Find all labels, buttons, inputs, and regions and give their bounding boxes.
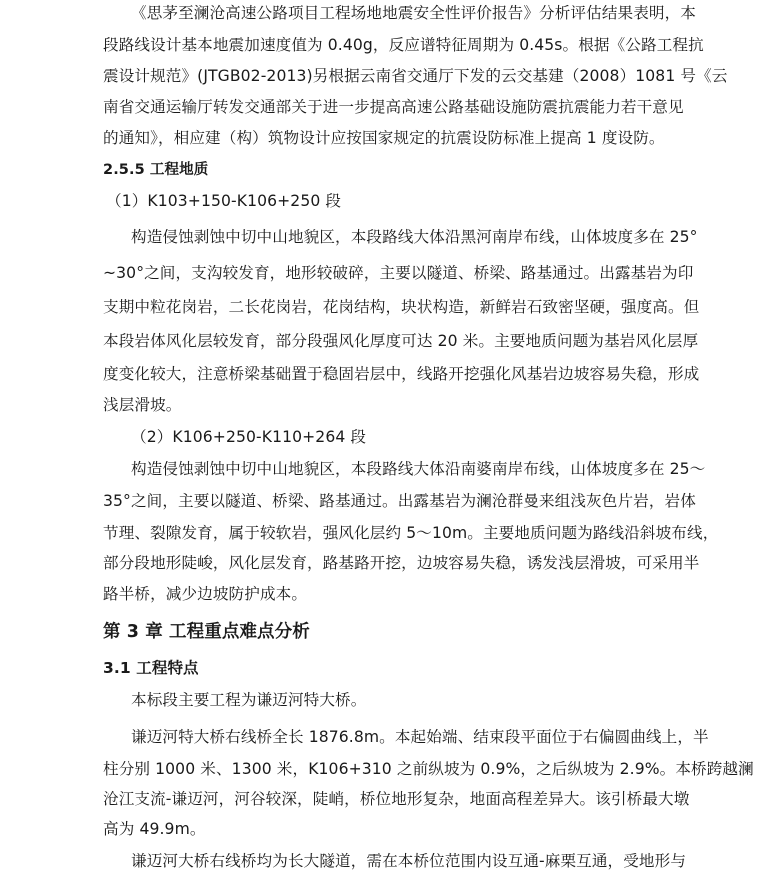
paragraph-line: 本段岩体风化层较发育，部分段强风化厚度可达 20 米。主要地质问题为基岩风化层厚: [103, 332, 699, 350]
subsection-label: （1）K103+150-K106+250 段: [106, 192, 342, 210]
paragraph-line: 35°之间，主要以隧道、桥梁、路基通过。出露基岩为澜沧群曼来组浅灰色片岩，岩体: [103, 492, 696, 510]
paragraph-line: 谦迈河特大桥右线桥全长 1876.8m。本起始端、结束段平面位于右偏圆曲线上，半: [131, 728, 709, 746]
paragraph-line: 部分段地形陡峻，风化层发育，路基路开挖，边坡容易失稳，诱发浅层滑坡，可采用半: [103, 554, 700, 572]
paragraph-line: 谦迈河大桥右线桥均为长大隧道，需在本桥位范围内设互通-麻栗互通，受地形与: [131, 852, 687, 870]
section-heading-3-1: 3.1 工程特点: [103, 659, 199, 677]
paragraph-line: 南省交通运输厅转发交通部关于进一步提高高速公路基础设施防震抗震能力若干意见: [103, 98, 684, 116]
paragraph-line: 路半桥，减少边坡防护成本。: [103, 585, 308, 603]
paragraph-line: 节理、裂隙发育，属于较软岩，强风化层约 5～10m。主要地质问题为路线沿斜坡布线，: [103, 524, 719, 542]
paragraph-line: 构造侵蚀剥蚀中切中山地貌区，本段路线大体沿南婆南岸布线，山体坡度多在 25～: [131, 460, 706, 478]
paragraph-line: 构造侵蚀剥蚀中切中山地貌区，本段路线大体沿黑河南岸布线，山体坡度多在 25°: [131, 228, 698, 246]
section-heading-2-5-5: 2.5.5 工程地质: [103, 162, 209, 178]
paragraph-line: 《思茅至澜沧高速公路项目工程场地地震安全性评价报告》分析评估结果表明，本: [131, 4, 696, 22]
paragraph-line: 震设计规范》(JTGB02-2013)另根据云南省交通厅下发的云交基建（2008）1081 号《云: [103, 67, 728, 85]
subsection-label: （2）K106+250-K110+264 段: [131, 428, 367, 446]
chapter-heading: 第 3 章 工程重点难点分析: [103, 622, 310, 642]
paragraph-line: 支期中粒花岗岩，二长花岗岩，花岗结构，块状构造，新鲜岩石致密坚硬，强度高。但: [103, 298, 700, 316]
paragraph-line: 的通知》，相应建（构）筑物设计应按国家规定的抗震设防标准上提高 1 度设防。: [103, 129, 665, 147]
paragraph-line: 高为 49.9m。: [103, 820, 206, 838]
paragraph-line: 度变化较大，注意桥梁基础置于稳固岩层中，线路开挖强化风基岩边坡容易失稳，形成: [103, 365, 700, 383]
paragraph-line: 沧江支流-谦迈河，河谷较深，陡峭，桥位地形复杂，地面高程差异大。该引桥最大墩: [103, 790, 690, 808]
paragraph-line: ~30°之间，支沟较发育，地形较破碎，主要以隧道、桥梁、路基通过。出露基岩为印: [103, 264, 694, 282]
paragraph-line: 本标段主要工程为谦迈河特大桥。: [131, 691, 367, 709]
paragraph-line: 浅层滑坡。: [103, 396, 182, 414]
paragraph-line: 段路线设计基本地震加速度值为 0.40g，反应谱特征周期为 0.45s。根据《公路工程抗: [103, 36, 704, 54]
paragraph-line: 柱分别 1000 米、1300 米，K106+310 之前纵坡为 0.9%，之后纵坡为 2.9%。本桥跨越澜: [103, 760, 754, 778]
